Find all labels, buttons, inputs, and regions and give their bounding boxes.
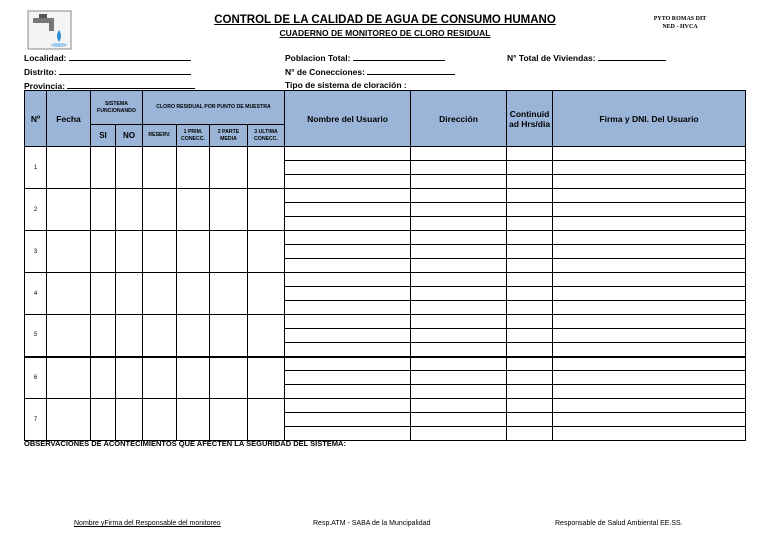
row-number: 2 bbox=[25, 189, 47, 231]
distrito-field bbox=[24, 66, 191, 77]
user-cell[interactable] bbox=[507, 175, 553, 189]
user-cell[interactable] bbox=[553, 217, 746, 231]
table-row bbox=[25, 189, 746, 203]
user-cell[interactable] bbox=[507, 413, 553, 427]
user-cell[interactable] bbox=[411, 231, 507, 245]
user-cell[interactable] bbox=[285, 357, 411, 371]
user-cell[interactable] bbox=[411, 189, 507, 203]
user-cell[interactable] bbox=[411, 175, 507, 189]
user-cell[interactable] bbox=[553, 301, 746, 315]
entry-cell[interactable] bbox=[116, 273, 143, 315]
user-cell[interactable] bbox=[285, 175, 411, 189]
entry-cell[interactable] bbox=[116, 315, 143, 357]
user-cell[interactable] bbox=[507, 315, 553, 329]
user-cell[interactable] bbox=[411, 161, 507, 175]
header-direccion: Dirección bbox=[411, 91, 507, 147]
entry-cell[interactable] bbox=[177, 399, 210, 441]
table-header-row-1 bbox=[25, 91, 746, 125]
user-cell[interactable] bbox=[553, 161, 746, 175]
user-cell[interactable] bbox=[411, 399, 507, 413]
user-cell[interactable] bbox=[411, 273, 507, 287]
entry-cell[interactable] bbox=[91, 357, 116, 399]
table-row bbox=[25, 357, 746, 371]
document-title: CONTROL DE LA CALIDAD DE AGUA DE CONSUMO HUMANO bbox=[214, 14, 556, 26]
user-cell[interactable] bbox=[285, 245, 411, 259]
entry-cell[interactable] bbox=[47, 357, 91, 399]
entry-cell[interactable] bbox=[210, 147, 248, 189]
entry-cell[interactable] bbox=[210, 399, 248, 441]
table-row bbox=[25, 399, 746, 413]
conecciones-line[interactable] bbox=[367, 66, 455, 75]
entry-cell[interactable] bbox=[143, 189, 177, 231]
user-cell[interactable] bbox=[411, 203, 507, 217]
poblacion-label: Poblacion Total: bbox=[285, 53, 351, 63]
user-cell[interactable] bbox=[285, 385, 411, 399]
footer-left bbox=[74, 520, 221, 527]
entry-cell[interactable] bbox=[91, 273, 116, 315]
user-cell[interactable] bbox=[553, 273, 746, 287]
entry-cell[interactable] bbox=[116, 189, 143, 231]
user-cell[interactable] bbox=[507, 329, 553, 343]
user-cell[interactable] bbox=[507, 203, 553, 217]
user-cell[interactable] bbox=[507, 287, 553, 301]
entry-cell[interactable] bbox=[91, 399, 116, 441]
user-cell[interactable] bbox=[411, 329, 507, 343]
user-cell[interactable] bbox=[411, 413, 507, 427]
entry-cell[interactable] bbox=[248, 189, 285, 231]
user-cell[interactable] bbox=[553, 315, 746, 329]
entry-cell[interactable] bbox=[210, 231, 248, 273]
row-number: 3 bbox=[25, 231, 47, 273]
header-sistema: SISTEMA FUNCIONANDO bbox=[91, 91, 143, 125]
user-cell[interactable] bbox=[285, 203, 411, 217]
user-cell[interactable] bbox=[507, 189, 553, 203]
user-cell[interactable] bbox=[411, 343, 507, 357]
provincia-label: Provincia: bbox=[24, 81, 66, 91]
user-cell[interactable] bbox=[285, 287, 411, 301]
user-cell[interactable] bbox=[285, 399, 411, 413]
user-cell[interactable] bbox=[507, 259, 553, 273]
table-row bbox=[25, 273, 746, 287]
entry-cell[interactable] bbox=[47, 189, 91, 231]
entry-cell[interactable] bbox=[143, 315, 177, 357]
header-reserv: RESERV. bbox=[143, 125, 177, 147]
user-cell[interactable] bbox=[411, 217, 507, 231]
entry-cell[interactable] bbox=[248, 399, 285, 441]
row-number: 7 bbox=[25, 399, 47, 441]
user-cell[interactable] bbox=[553, 427, 746, 441]
localidad-label: Localidad: bbox=[24, 53, 67, 63]
user-cell[interactable] bbox=[553, 203, 746, 217]
entry-cell[interactable] bbox=[248, 315, 285, 357]
user-cell[interactable] bbox=[411, 245, 507, 259]
entry-cell[interactable] bbox=[47, 147, 91, 189]
faucet-logo bbox=[27, 10, 72, 50]
entry-cell[interactable] bbox=[177, 357, 210, 399]
user-cell[interactable] bbox=[285, 189, 411, 203]
entry-cell[interactable] bbox=[143, 357, 177, 399]
user-cell[interactable] bbox=[285, 259, 411, 273]
footer-left-text: Nombre yFirma del Responsable del monitoreo bbox=[74, 520, 221, 527]
header-prim: 1 PRIM. CONECC. bbox=[177, 125, 210, 147]
header-nombre: Nombre del Usuario bbox=[285, 91, 411, 147]
header-fecha: Fecha bbox=[47, 91, 91, 147]
user-cell[interactable] bbox=[411, 301, 507, 315]
user-cell[interactable] bbox=[285, 343, 411, 357]
entry-cell[interactable] bbox=[210, 273, 248, 315]
user-cell[interactable] bbox=[507, 385, 553, 399]
header-no: Nº bbox=[25, 91, 47, 147]
monitoring-table bbox=[24, 90, 746, 441]
header-cloro: CLORO RESIDUAL POR PUNTO DE MUESTRA bbox=[143, 91, 285, 125]
user-cell[interactable] bbox=[507, 217, 553, 231]
header-firma: Firma y DNI. Del Usuario bbox=[553, 91, 746, 147]
localidad-line[interactable] bbox=[69, 52, 191, 61]
user-cell[interactable] bbox=[285, 273, 411, 287]
distrito-label: Distrito: bbox=[24, 67, 57, 77]
user-cell[interactable] bbox=[411, 287, 507, 301]
user-cell[interactable] bbox=[507, 273, 553, 287]
user-cell[interactable] bbox=[507, 161, 553, 175]
entry-cell[interactable] bbox=[248, 273, 285, 315]
user-cell[interactable] bbox=[285, 413, 411, 427]
distrito-line[interactable] bbox=[59, 66, 191, 75]
table-row bbox=[25, 315, 746, 329]
user-cell[interactable] bbox=[553, 371, 746, 385]
row-number: 1 bbox=[25, 147, 47, 189]
user-cell[interactable] bbox=[285, 315, 411, 329]
document-subtitle: CUADERNO DE MONITOREO DE CLORO RESIDUAL bbox=[279, 28, 491, 38]
user-cell[interactable] bbox=[411, 259, 507, 273]
viviendas-field bbox=[507, 52, 666, 63]
user-cell[interactable] bbox=[285, 217, 411, 231]
entry-cell[interactable] bbox=[91, 147, 116, 189]
entry-cell[interactable] bbox=[47, 315, 91, 357]
entry-cell[interactable] bbox=[116, 357, 143, 399]
table-body bbox=[25, 147, 746, 441]
user-cell[interactable] bbox=[507, 399, 553, 413]
header-continuidad: Continuid ad Hrs/dia bbox=[507, 91, 553, 147]
entry-cell[interactable] bbox=[91, 189, 116, 231]
user-cell[interactable] bbox=[507, 343, 553, 357]
user-cell[interactable] bbox=[553, 259, 746, 273]
user-cell[interactable] bbox=[553, 329, 746, 343]
header-no-sub: NO bbox=[116, 125, 143, 147]
user-cell[interactable] bbox=[553, 287, 746, 301]
corner-line-1: PYTO ROMAS DIT bbox=[653, 16, 707, 22]
entry-cell[interactable] bbox=[143, 273, 177, 315]
entry-cell[interactable] bbox=[143, 147, 177, 189]
user-cell[interactable] bbox=[411, 385, 507, 399]
entry-cell[interactable] bbox=[248, 357, 285, 399]
user-cell[interactable] bbox=[553, 175, 746, 189]
user-cell[interactable] bbox=[507, 371, 553, 385]
user-cell[interactable] bbox=[285, 147, 411, 161]
viviendas-line[interactable] bbox=[598, 52, 666, 61]
entry-cell[interactable] bbox=[177, 315, 210, 357]
entry-cell[interactable] bbox=[248, 147, 285, 189]
entry-cell[interactable] bbox=[177, 189, 210, 231]
entry-cell[interactable] bbox=[210, 357, 248, 399]
provincia-line[interactable] bbox=[67, 80, 195, 89]
user-cell[interactable] bbox=[507, 147, 553, 161]
entry-cell[interactable] bbox=[210, 189, 248, 231]
table-row bbox=[25, 147, 746, 161]
row-number: 6 bbox=[25, 357, 47, 399]
entry-cell[interactable] bbox=[91, 231, 116, 273]
user-cell[interactable] bbox=[411, 315, 507, 329]
row-number: 5 bbox=[25, 315, 47, 357]
user-cell[interactable] bbox=[507, 357, 553, 371]
entry-cell[interactable] bbox=[116, 231, 143, 273]
header-ultima: 3 ULTIMA CONECC. bbox=[248, 125, 285, 147]
user-cell[interactable] bbox=[285, 161, 411, 175]
entry-cell[interactable] bbox=[91, 315, 116, 357]
entry-cell[interactable] bbox=[177, 147, 210, 189]
poblacion-line[interactable] bbox=[353, 52, 445, 61]
user-cell[interactable] bbox=[553, 399, 746, 413]
user-cell[interactable] bbox=[553, 357, 746, 371]
user-cell[interactable] bbox=[553, 147, 746, 161]
user-cell[interactable] bbox=[285, 301, 411, 315]
row-number: 4 bbox=[25, 273, 47, 315]
conecciones-label: N° de Conecciones: bbox=[285, 67, 365, 77]
localidad-field bbox=[24, 52, 191, 63]
entry-cell[interactable] bbox=[143, 399, 177, 441]
user-cell[interactable] bbox=[507, 245, 553, 259]
user-cell[interactable] bbox=[553, 413, 746, 427]
user-cell[interactable] bbox=[411, 357, 507, 371]
user-cell[interactable] bbox=[411, 427, 507, 441]
user-cell[interactable] bbox=[553, 245, 746, 259]
user-cell[interactable] bbox=[553, 189, 746, 203]
user-cell[interactable] bbox=[285, 371, 411, 385]
entry-cell[interactable] bbox=[47, 399, 91, 441]
entry-cell[interactable] bbox=[248, 231, 285, 273]
poblacion-field bbox=[285, 52, 445, 63]
entry-cell[interactable] bbox=[177, 273, 210, 315]
user-cell[interactable] bbox=[553, 231, 746, 245]
tipo-sistema-field bbox=[285, 80, 407, 90]
entry-cell[interactable] bbox=[177, 231, 210, 273]
user-cell[interactable] bbox=[507, 231, 553, 245]
user-cell[interactable] bbox=[507, 427, 553, 441]
corner-line-2: NED - HVCA bbox=[662, 24, 698, 30]
table-row bbox=[25, 231, 746, 245]
conecciones-field bbox=[285, 66, 455, 77]
footer-right: Responsable de Salud Ambiental EE.SS. bbox=[555, 520, 683, 527]
footer-center: Resp.ATM - SABA de la Muncipalidad bbox=[313, 520, 431, 527]
user-cell[interactable] bbox=[507, 301, 553, 315]
user-cell[interactable] bbox=[553, 343, 746, 357]
user-cell[interactable] bbox=[285, 231, 411, 245]
user-cell[interactable] bbox=[411, 371, 507, 385]
entry-cell[interactable] bbox=[143, 231, 177, 273]
user-cell[interactable] bbox=[553, 385, 746, 399]
tipo-sistema-label: Tipo de sistema de cloración : bbox=[285, 80, 407, 90]
observaciones-label: OBSERVACIONES DE ACONTECIMIENTOS QUE AFECTEN LA SEGURIDAD DEL SISTEMA: bbox=[24, 439, 346, 448]
header-parte: 2 PARTE MEDIA bbox=[210, 125, 248, 147]
entry-cell[interactable] bbox=[47, 231, 91, 273]
header-si: SI bbox=[91, 125, 116, 147]
entry-cell[interactable] bbox=[116, 147, 143, 189]
user-cell[interactable] bbox=[285, 329, 411, 343]
entry-cell[interactable] bbox=[210, 315, 248, 357]
user-cell[interactable] bbox=[411, 147, 507, 161]
entry-cell[interactable] bbox=[47, 273, 91, 315]
entry-cell[interactable] bbox=[116, 399, 143, 441]
viviendas-label: N° Total de Viviendas: bbox=[507, 53, 596, 63]
